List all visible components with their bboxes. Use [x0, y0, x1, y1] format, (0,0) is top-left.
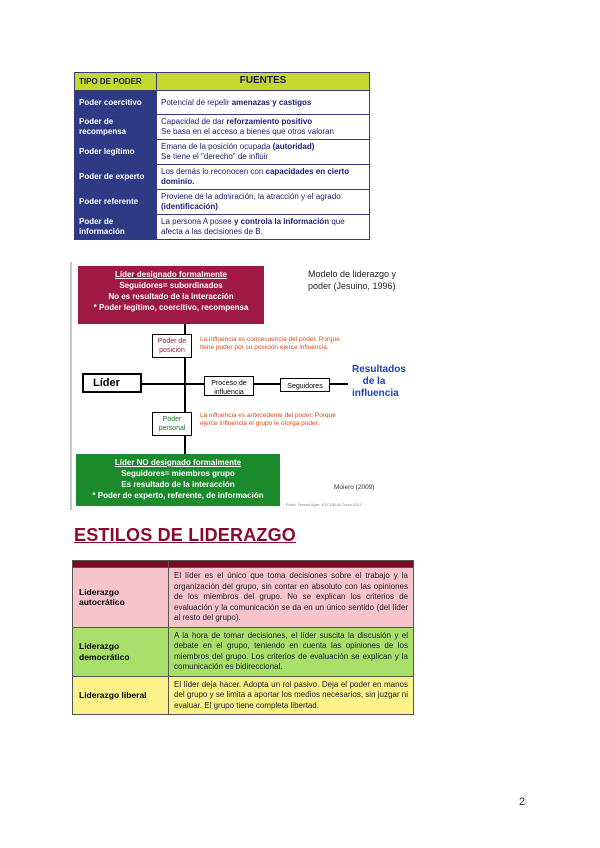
source-text: Emana de la posición ocupada	[161, 142, 273, 151]
informal-leader-line: * Poder de experto, referente, de información	[92, 491, 264, 500]
style-name: Liderazgo autocrático	[73, 568, 169, 628]
power-type: Poder de experto	[75, 165, 157, 190]
personal-power-note: La influencia es antecedente del poder. Porque ejerce influencia el grupo le otorga poder.	[200, 412, 336, 427]
informal-leader-line: Seguidores= miembros grupo	[121, 469, 235, 478]
table-row	[75, 140, 370, 165]
table-row	[75, 115, 370, 140]
source-bold: (autoridad)	[272, 142, 315, 151]
source-bold: reforzamiento positivo	[226, 117, 313, 126]
power-type: Poder legítimo	[75, 140, 157, 165]
model-title: Modelo de liderazgo y poder (Jesuino, 1996)	[308, 269, 397, 291]
source-bold: capacidades en cierto dominio.	[161, 167, 350, 186]
source-bold: (identificación)	[161, 202, 218, 211]
table-row	[75, 91, 370, 115]
power-table-header-sources: FUENTES	[157, 73, 370, 91]
table-row	[73, 676, 414, 715]
table-row	[73, 627, 414, 676]
table-row	[73, 568, 414, 628]
informal-leader-box	[76, 454, 280, 506]
power-type: Poder referente	[75, 190, 157, 215]
position-power-note: La influencia es consecuencia del poder. Porque tiene poder por su posición ejerce influencia.	[200, 336, 340, 351]
section-heading: ESTILOS DE LIDERAZGO	[74, 525, 297, 545]
power-type: Poder coercitivo	[75, 91, 157, 115]
position-power-node: Poder de posición	[152, 334, 192, 358]
formal-leader-line: No es resultado de la interacción	[108, 292, 234, 301]
power-source	[157, 165, 370, 190]
power-table-header-type: TIPO DE PODER	[75, 73, 157, 91]
table-row	[75, 215, 370, 240]
source-text-2: Se basa en el acceso a bienes que otros valoran	[161, 127, 335, 136]
power-source	[157, 190, 370, 215]
personal-power-node: Poder personal	[152, 412, 192, 436]
leader-node: Líder	[82, 373, 142, 393]
informal-leader-title: Líder NO designado formalmente	[114, 458, 242, 467]
source-text: La persona A posee	[161, 217, 234, 226]
influence-process-node: Proceso de influencia	[204, 376, 254, 396]
source-bold: y controla la información	[233, 217, 330, 226]
table-row	[75, 190, 370, 215]
formal-leader-line: Seguidores= subordinados	[119, 281, 223, 290]
source-text-2: que afecta a las decisiones de B.	[161, 217, 345, 236]
table-row	[75, 165, 370, 190]
informal-leader-line: Es resultado de la interacción	[121, 480, 235, 489]
source-text: Potencial de repelir	[161, 97, 232, 107]
followers-node: Seguidores	[280, 378, 330, 392]
power-source	[157, 115, 370, 140]
power-source	[157, 215, 370, 240]
leadership-power-diagram	[70, 262, 406, 510]
power-source	[157, 91, 370, 115]
formal-leader-line: * Poder legítimo, coercitivo, recompensa	[93, 303, 249, 312]
style-name: Liderazgo democrático	[73, 627, 169, 676]
formal-leader-box	[78, 266, 264, 324]
power-types-table	[74, 72, 370, 240]
power-source	[157, 140, 370, 165]
citation: Moiero (2009)	[334, 484, 375, 491]
power-type: Poder de recompensa	[75, 115, 157, 140]
style-description: El líder deja hacer. Adopta un rol pasivo. Deja el poder en manos del grupo y se limita a aportar los medios necesarios, sin juzgar ni evaluar. El grupo tiene completa libertad.	[169, 676, 414, 715]
source-text: Capacidad de dar	[161, 117, 227, 126]
influence-results-label: Resultados de la influencia	[352, 364, 406, 399]
style-name: Liderazgo liberal	[73, 676, 169, 715]
leadership-styles-table	[72, 560, 414, 715]
page-number: 2	[519, 796, 526, 808]
source-text: Los demás lo reconocen con	[161, 167, 266, 176]
table-header-bar	[73, 561, 414, 568]
source-text: Proviene de la admiración, la atracción y el agrado	[161, 192, 341, 201]
style-description: A la hora de tomar decisiones, el líder suscita la discusión y el debate en el grupo, teniendo en cuenta las opiniones de los miembros del grupo. Los criterios de evaluación se explican y la comunicación es bidireccional.	[169, 627, 414, 676]
power-type: Poder de información	[75, 215, 157, 240]
source-bold: amenazas y castigos	[231, 97, 312, 107]
source-text-2: Se tiene el "derecho" de influir	[161, 152, 269, 161]
footnote: Profa. Teresa Ayjer. ESCUELA Curso 2011	[286, 502, 362, 507]
formal-leader-title: Líder designado formalmente	[114, 270, 228, 279]
style-description: El líder es el único que toma decisiones sobre el trabajo y la organización del grupo, sin contar en absoluto con las opiniones de los miembros del grupo. No se explican los criterios de evaluación y la comunicación se da en un único sentido (del líder al resto del grupo).	[169, 568, 414, 628]
